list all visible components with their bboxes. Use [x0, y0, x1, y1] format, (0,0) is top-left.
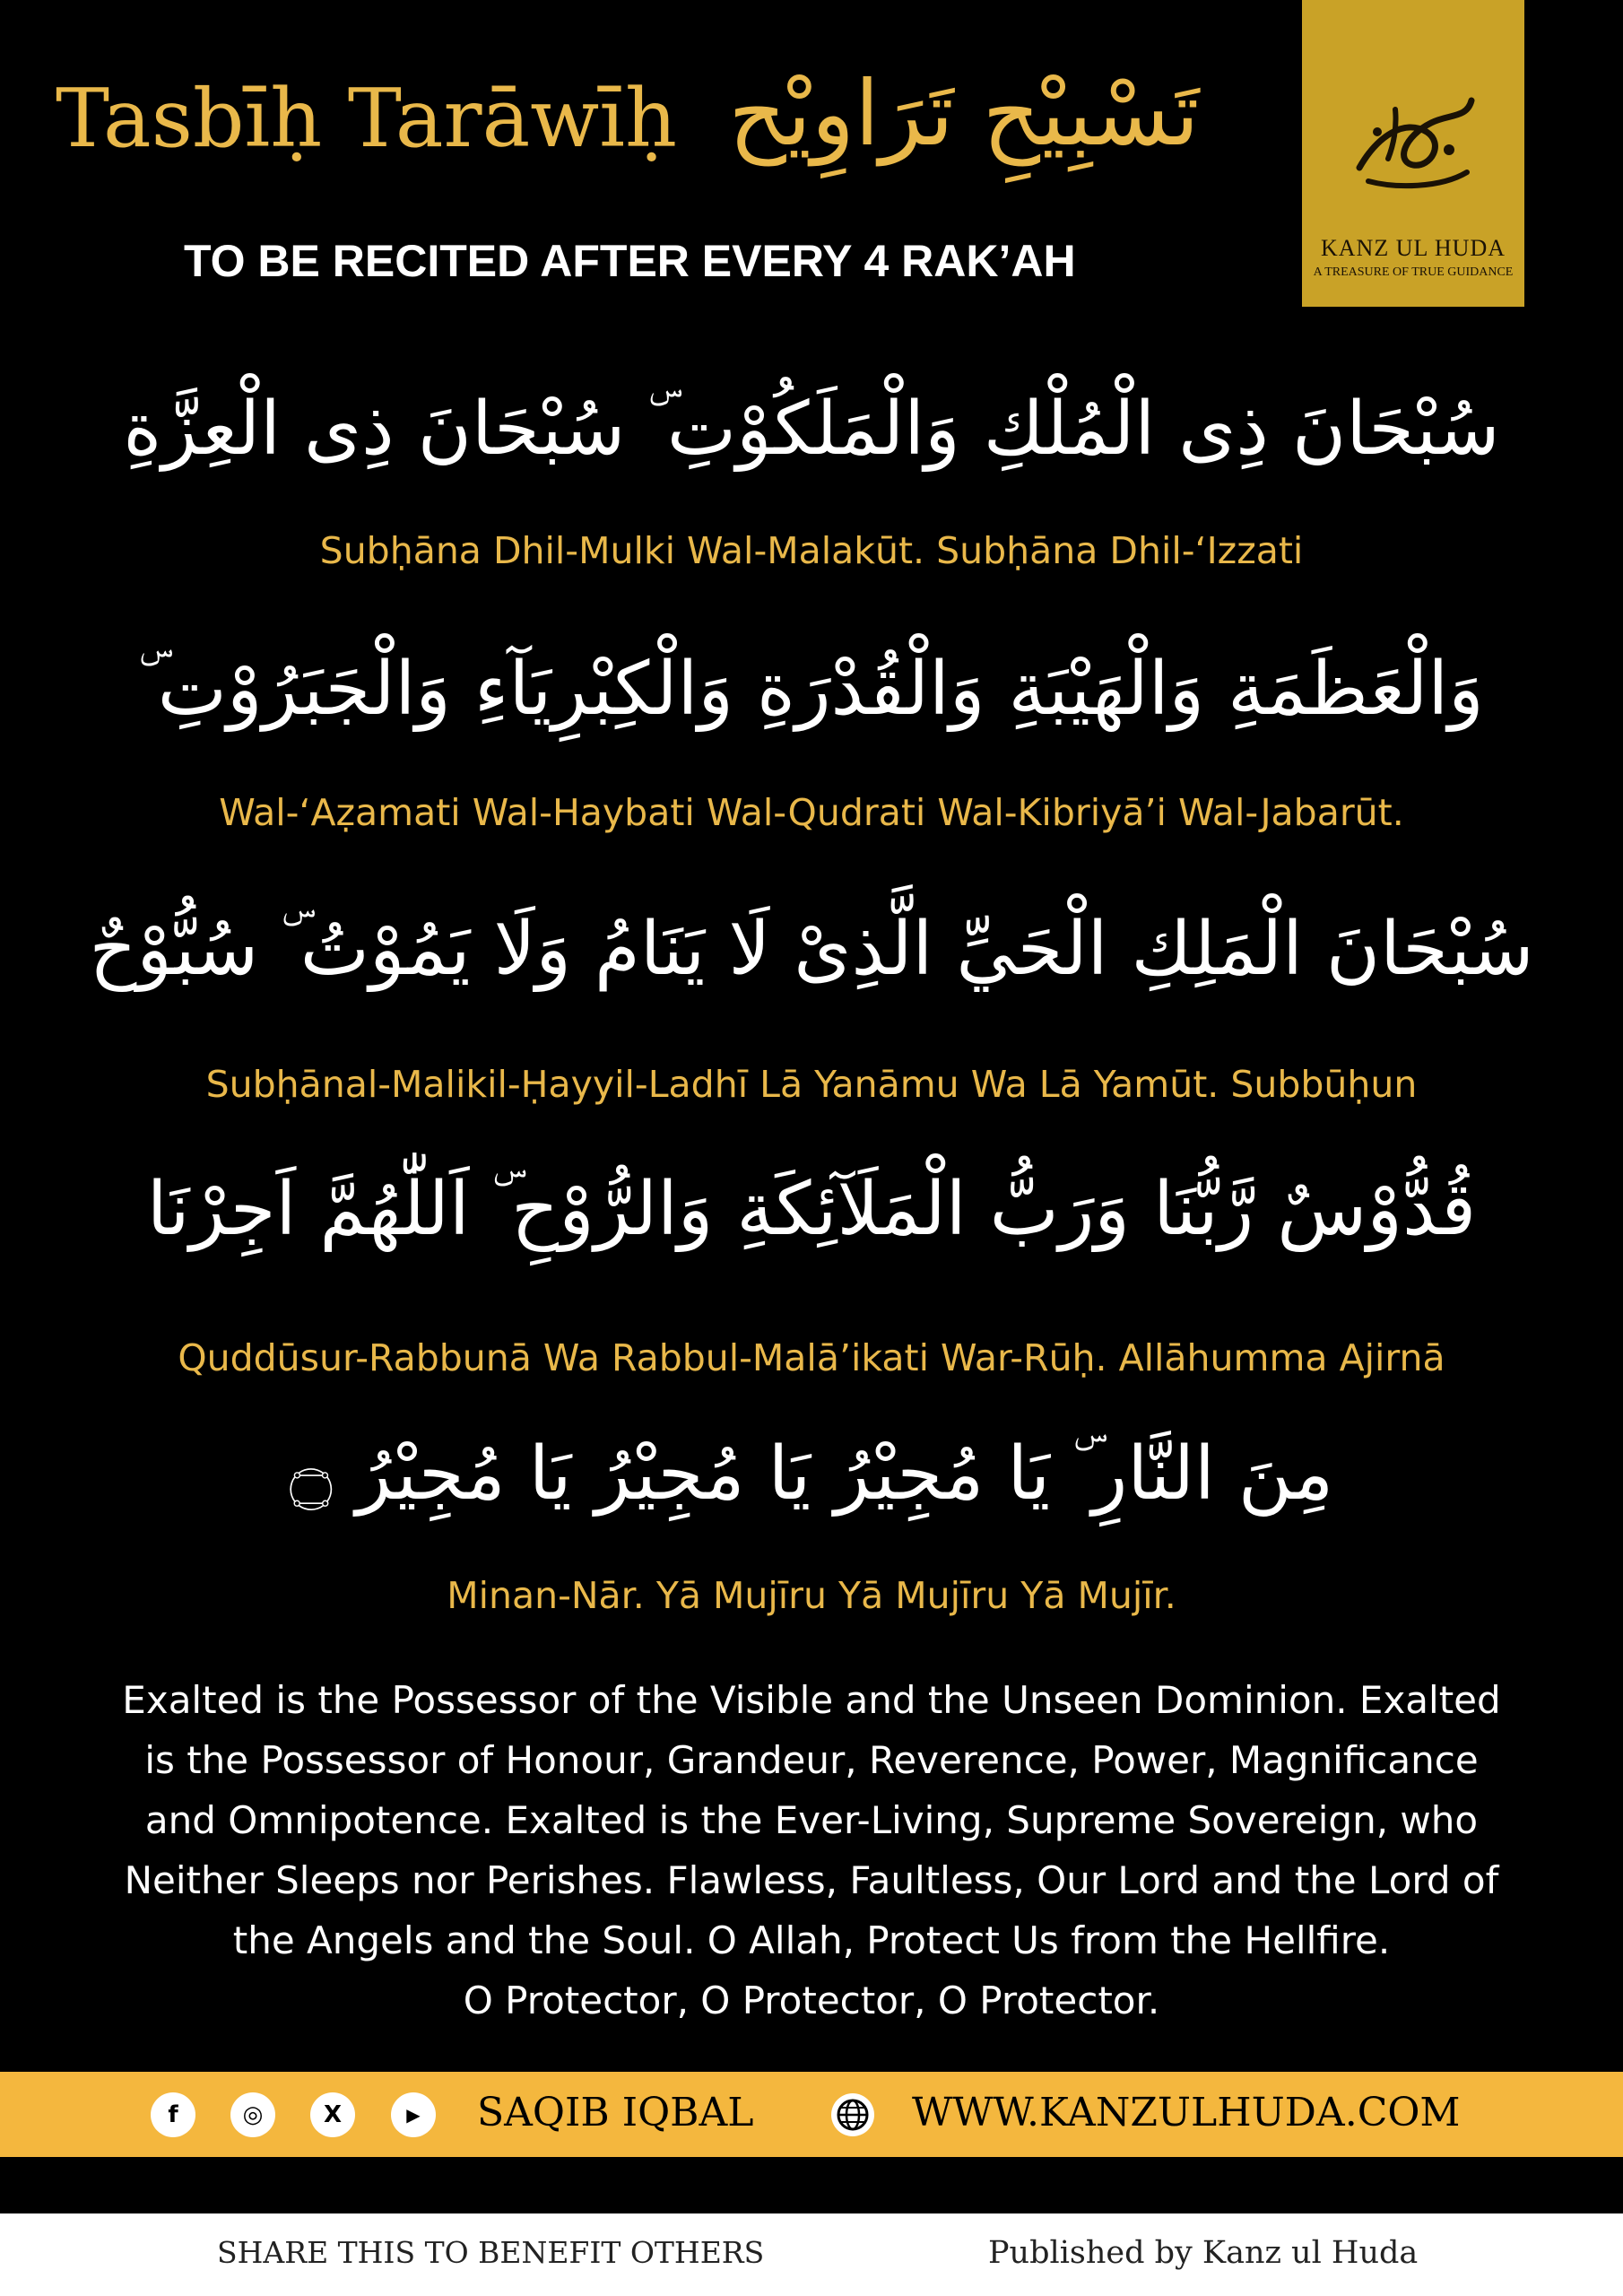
instagram-icon[interactable]: ◎ — [230, 2092, 275, 2137]
english-translation — [54, 1670, 1569, 2031]
verse-transliteration-5: Minan-Nār. Yā Mujīru Yā Mujīru Yā Mujīr. — [447, 1574, 1176, 1617]
share-text: SHARE THIS TO BENEFIT OTHERS — [217, 2235, 765, 2270]
footer — [0, 2213, 1623, 2296]
subtitle: TO BE RECITED AFTER EVERY 4 RAK’AH — [184, 236, 1076, 286]
calligraphy-logo-icon — [1341, 83, 1485, 199]
verse-arabic-2: وَالْعَظَمَةِ وَالْهَيْبَةِ وَالْقُدْرَةِ وَالْكِبْرِيَآءِ وَالْجَبَرُوْتِ ۜ — [139, 647, 1484, 732]
publisher-text: Published by Kanz ul Huda — [988, 2235, 1419, 2271]
translation-line: Exalted is the Possessor of the Visible and the Unseen Dominion. Exalted — [122, 1678, 1501, 1722]
verse-arabic-1: سُبْحَانَ ذِى الْمُلْكِ وَالْمَلَكُوْتِ ۜ سُبْحَانَ ذِى الْعِزَّةِ — [123, 387, 1500, 472]
verse-transliteration-2: Wal-‘Aẓamati Wal-Haybati Wal-Qudrati Wal-Kibriyā’i Wal-Jabarūt. — [219, 791, 1404, 834]
verse-arabic-3: سُبْحَانَ الْمَلِكِ الْحَيِّ الَّذِىْ لَا يَنَامُ وَلَا يَمُوْتُ ۜ سُبُّوْحٌ — [89, 907, 1534, 992]
verse-transliteration-1: Subḥāna Dhil-Mulki Wal-Malakūt. Subḥāna Dhil-‘Izzati — [319, 529, 1304, 572]
logo — [1302, 0, 1524, 307]
logo-name: KANZ UL HUDA — [1320, 235, 1506, 261]
translation-line: the Angels and the Soul. O Allah, Protect Us from the Hellfire. — [232, 1918, 1391, 1962]
social-handle: SAQIB IQBAL — [477, 2090, 754, 2135]
verse-arabic-4: قُدُّوْسٌ رَّبُّنَا وَرَبُّ الْمَلَآئِكَةِ وَالرُّوْحِ ۜ اَللّٰهُمَّ اَجِرْنَا — [146, 1167, 1477, 1252]
verse-arabic-5: مِنَ النَّارِ ۜ يَا مُجِيْرُ يَا مُجِيْرُ يَا مُجِيْرُ ۝ — [289, 1431, 1334, 1517]
youtube-icon[interactable]: ▶ — [391, 2092, 436, 2137]
verse-transliteration-4: Quddūsur-Rabbunā Wa Rabbul-Malā’ikati War-Rūḥ. Allāhumma Ajirnā — [178, 1336, 1445, 1379]
translation-line: and Omnipotence. Exalted is the Ever-Living, Supreme Sovereign, who — [144, 1798, 1479, 1842]
globe-icon — [829, 2092, 876, 2138]
translation-line: O Protector, O Protector, O Protector. — [463, 1979, 1160, 2022]
social-band — [0, 2072, 1623, 2157]
logo-tagline: A TREASURE OF TRUE GUIDANCE — [1313, 265, 1514, 279]
x-icon[interactable]: X — [310, 2092, 355, 2137]
website-link[interactable]: WWW.KANZULHUDA.COM — [912, 2090, 1461, 2135]
verse-transliteration-3: Subḥānal-Malikil-Ḥayyil-Ladhī Lā Yanāmu Wa Lā Yamūt. Subbūḥun — [205, 1063, 1418, 1106]
translation-line: Neither Sleeps nor Perishes. Flawless, Faultless, Our Lord and the Lord of — [124, 1858, 1499, 1902]
facebook-icon[interactable]: f — [151, 2092, 195, 2137]
translation-line: is the Possessor of Honour, Grandeur, Reverence, Power, Magnificance — [144, 1738, 1479, 1782]
title-english: Tasbīḥ Tarāwīḥ — [56, 72, 678, 166]
title-arabic: تَسْبِيْحِ تَرَاوِيْح — [728, 61, 1200, 166]
